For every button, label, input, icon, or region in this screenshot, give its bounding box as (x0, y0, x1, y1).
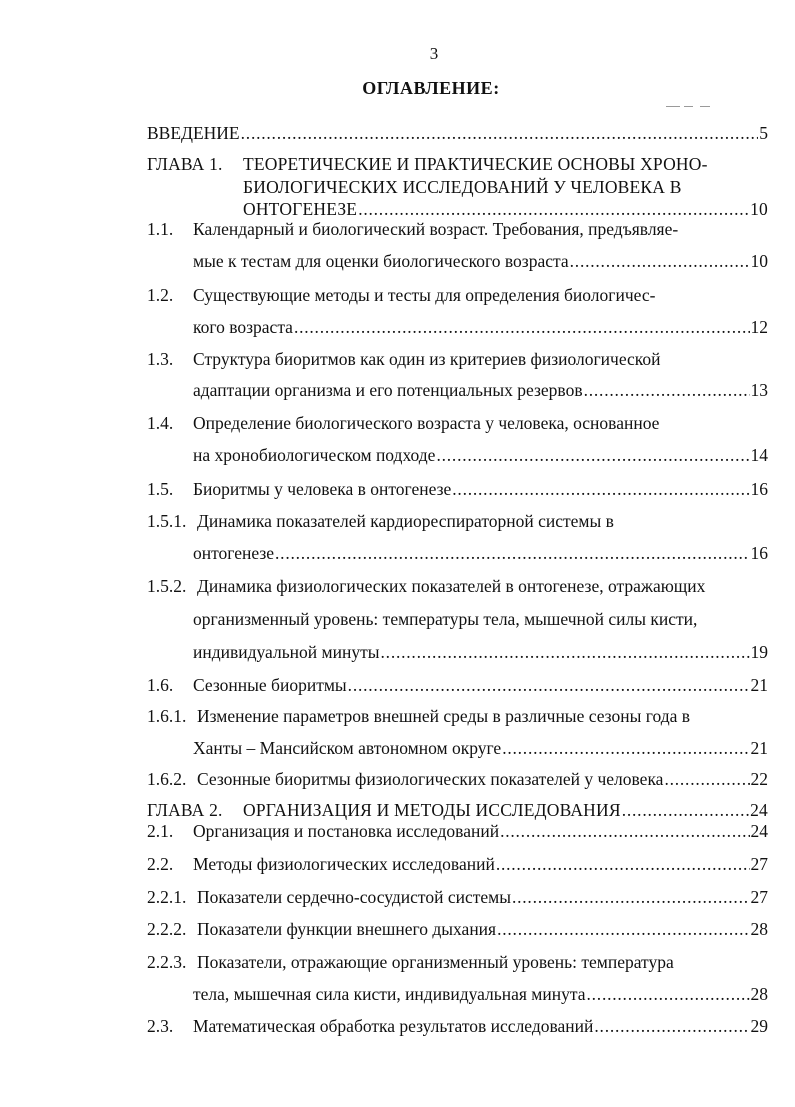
toc-entry-text: Биоритмы у человека в онтогенезе (193, 479, 452, 499)
dot-leader (241, 120, 759, 146)
toc-entry-text: на хронобиологическом подходе (193, 445, 436, 465)
toc-entry-1-6[interactable] (147, 672, 768, 698)
toc-section-number: 1.1. (147, 219, 174, 239)
toc-section-number: 1.5. (147, 479, 174, 499)
toc-entry-text: организменный уровень: температуры тела, мышечной силы кисти, (193, 609, 698, 629)
dot-leader (348, 672, 750, 698)
toc-entry-1-4-cont (147, 442, 768, 468)
toc-page-number: 10 (750, 251, 768, 271)
toc-entry-text: Изменение параметров внешней среды в различные сезоны года в (197, 706, 691, 726)
toc-section-number: 2.2. (147, 854, 174, 874)
toc-entry-2-2-2[interactable] (147, 916, 768, 942)
toc-section-number: 2.1. (147, 821, 174, 841)
toc-section-number: 1.6.2. (147, 769, 187, 789)
toc-entry-text: Показатели, отражающие организменный уровень: температура (197, 952, 674, 972)
toc-page-number: 28 (750, 919, 768, 939)
toc-page-number: 27 (750, 854, 768, 874)
toc-entry-text: адаптации организма и его потенциальных резервов (193, 380, 583, 400)
toc-entry-1-1-cont (147, 248, 768, 274)
dot-leader (497, 916, 749, 942)
toc-page-number: 13 (750, 380, 768, 400)
toc-entry-1-6-1-cont (147, 735, 768, 761)
toc-section-number: 1.6.1. (147, 706, 187, 726)
page-number: 3 (429, 44, 439, 63)
toc-page-number: 21 (750, 675, 768, 695)
toc-entry-1-6-2[interactable] (147, 766, 768, 792)
toc-entry-1-5-1[interactable] (147, 508, 768, 534)
dot-leader (436, 442, 749, 468)
toc-entry-1-5-2-cont (147, 639, 768, 665)
toc-entry-text: Методы физиологических исследований (193, 854, 495, 874)
toc-page-number: 14 (750, 445, 768, 465)
toc-entry-1-5-1-cont (147, 540, 768, 566)
toc-entry-text: Определение биологического возраста у человека, основанное (193, 413, 660, 433)
toc-entry-text: ОРГАНИЗАЦИЯ И МЕТОДЫ ИССЛЕДОВАНИЯ (243, 800, 621, 820)
toc-entry-text: Существующие методы и тесты для определения биологичес- (193, 285, 656, 305)
toc-entry-2-1[interactable] (147, 818, 768, 844)
toc-entry-text: Динамика показателей кардиореспираторной системы в (197, 511, 614, 531)
toc-page-number: 28 (750, 984, 768, 1004)
toc-entry-text: Математическая обработка результатов исследований (193, 1016, 594, 1036)
toc-page-number: 27 (750, 887, 768, 907)
toc-entry-text: ВВЕДЕНИЕ (147, 123, 240, 143)
toc-entry-1-5[interactable] (147, 476, 768, 502)
toc-entry-2-2-3[interactable] (147, 949, 768, 975)
toc-entry-text: ТЕОРЕТИЧЕСКИЕ И ПРАКТИЧЕСКИЕ ОСНОВЫ ХРОНО- (243, 154, 708, 174)
toc-entry-text: Сезонные биоритмы физиологических показателей у человека (197, 769, 664, 789)
dot-leader (584, 377, 750, 403)
toc-entry-text: ОНТОГЕНЕЗЕ (243, 199, 358, 219)
toc-page-number: 19 (750, 642, 768, 662)
toc-page-number: 16 (750, 479, 768, 499)
dot-leader (570, 248, 750, 274)
toc-entry-1-2[interactable] (147, 282, 768, 308)
toc-entry-1-3-cont (147, 377, 768, 403)
toc-entry-2-2-3-cont (147, 981, 768, 1007)
toc-entry-1-5-2-cont (147, 606, 768, 632)
toc-section-number: 2.2.2. (147, 919, 187, 939)
toc-entry-text: Сезонные биоритмы (193, 675, 347, 695)
dot-leader (294, 314, 750, 340)
toc-page-number: 24 (750, 821, 768, 841)
toc-page-number: 12 (750, 317, 768, 337)
scan-mark (666, 104, 714, 110)
dot-leader (587, 981, 750, 1007)
toc-entry-2-2-1[interactable] (147, 884, 768, 910)
dot-leader (502, 735, 749, 761)
toc-entry-1-2-cont (147, 314, 768, 340)
toc-entry-1-5-2[interactable] (147, 573, 768, 599)
toc-chapter-number: ГЛАВА 1. (147, 154, 223, 174)
toc-entry-1-1[interactable] (147, 216, 768, 242)
toc-entry-text: тела, мышечная сила кисти, индивидуальная минута (193, 984, 586, 1004)
toc-entry-text: Динамика физиологических показателей в онтогенезе, отражающих (197, 576, 706, 596)
toc-section-number: 2.2.3. (147, 952, 187, 972)
toc-entry-text: Показатели сердечно-сосудистой системы (197, 887, 511, 907)
toc-entry-1-4[interactable] (147, 410, 768, 436)
toc-entry-text: онтогенезе (193, 543, 275, 563)
dot-leader (594, 1013, 749, 1039)
toc-section-number: 1.2. (147, 285, 174, 305)
toc-page-number: 24 (750, 800, 768, 820)
toc-entry-text: Организация и постановка исследований (193, 821, 500, 841)
toc-section-number: 1.5.2. (147, 576, 187, 596)
toc-entry-text: БИОЛОГИЧЕСКИХ ИССЛЕДОВАНИЙ У ЧЕЛОВЕКА В (243, 177, 682, 197)
toc-section-number: 2.2.1. (147, 887, 187, 907)
toc-entry-text: Показатели функции внешнего дыхания (197, 919, 497, 939)
toc-entry-text: Календарный и биологический возраст. Требования, предъявляе- (193, 219, 679, 239)
dot-leader (452, 476, 749, 502)
toc-page-number: 5 (759, 123, 768, 143)
toc-page-number: 29 (750, 1016, 768, 1036)
dot-leader (512, 884, 750, 910)
dot-leader (381, 639, 750, 665)
toc-entry-text: индивидуальной минуты (193, 642, 380, 662)
toc-entry-2-3[interactable] (147, 1013, 768, 1039)
toc-entry-text: мые к тестам для оценки биологического возраста (193, 251, 569, 271)
toc-entry-text: Структура биоритмов как один из критериев физиологической (193, 349, 661, 369)
toc-page-number: 16 (750, 543, 768, 563)
toc-section-number: 2.3. (147, 1016, 174, 1036)
dot-leader (275, 540, 749, 566)
dot-leader (496, 851, 750, 877)
toc-chapter-number: ГЛАВА 2. (147, 800, 223, 820)
dot-leader (500, 818, 749, 844)
toc-section-number: 1.5.1. (147, 511, 187, 531)
toc-page-number: 10 (750, 199, 768, 219)
toc-entry-1-3[interactable] (147, 346, 768, 372)
toc-entry-1-6-1[interactable] (147, 703, 768, 729)
toc-section-number: 1.3. (147, 349, 174, 369)
dot-leader (664, 766, 749, 792)
toc-section-number: 1.4. (147, 413, 174, 433)
toc-section-number: 1.6. (147, 675, 174, 695)
toc-entry-text: кого возраста (193, 317, 293, 337)
toc-entry-2-2[interactable] (147, 851, 768, 877)
toc-entry-intro[interactable] (147, 120, 768, 146)
toc-entry-text: Ханты – Мансийском автономном округе (193, 738, 502, 758)
toc-page-number: 22 (750, 769, 768, 789)
toc-page-number: 21 (750, 738, 768, 758)
page-title: ОГЛАВЛЕНИЕ: (362, 78, 500, 98)
